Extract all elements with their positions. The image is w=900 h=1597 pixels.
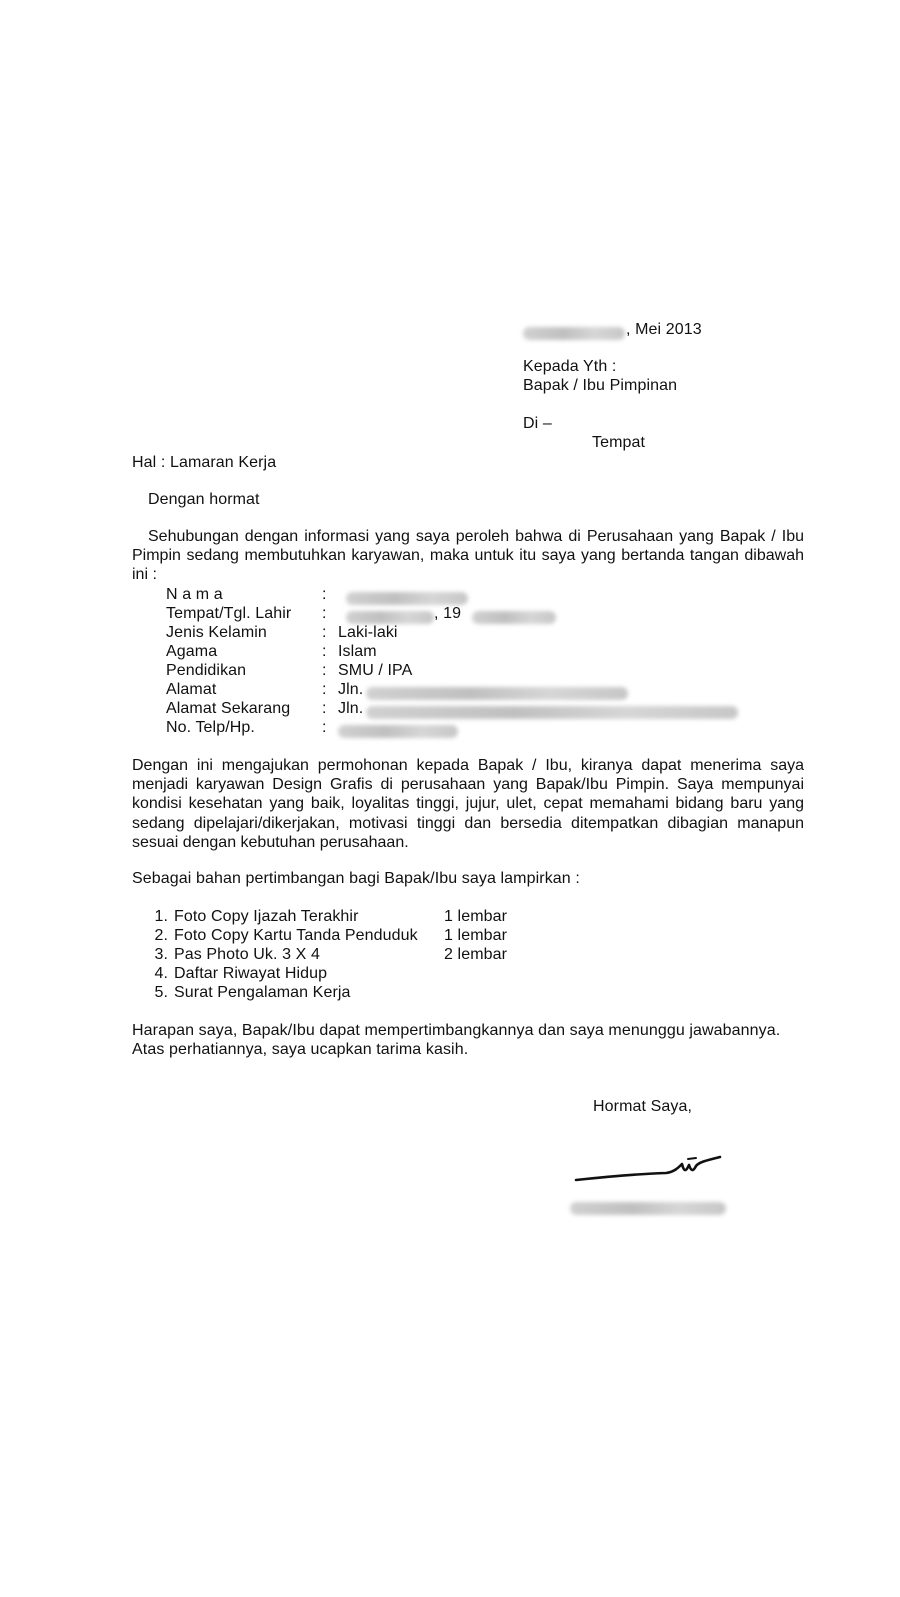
- attachment-item: Pas Photo Uk. 3 X 4: [174, 946, 320, 963]
- identity-colon: :: [322, 605, 327, 622]
- identity-label-education: Pendidikan: [166, 662, 247, 679]
- closing-line-2: Atas perhatiannya, saya ucapkan tarima kasih.: [132, 1041, 469, 1058]
- identity-label-religion: Agama: [166, 643, 218, 660]
- attachment-number: 3.: [154, 946, 168, 963]
- intro-paragraph: Sehubungan dengan informasi yang saya peroleh bahwa di Perusahaan yang Bapak / Ibu Pimpin sedang membutuhkan karyawan, maka untuk itu saya yang bertanda tangan dibawah ini :: [132, 528, 804, 584]
- attachment-number: 1.: [154, 908, 168, 925]
- identity-label-phone: No. Telp/Hp.: [166, 719, 255, 736]
- letter-greeting: Dengan hormat: [148, 491, 260, 508]
- attachment-item: Foto Copy Kartu Tanda Penduduk: [174, 927, 418, 944]
- attachment-qty: 1 lembar: [444, 908, 508, 925]
- attachment-item: Foto Copy Ijazah Terakhir: [174, 908, 359, 925]
- attachments-intro: Sebagai bahan pertimbangan bagi Bapak/Ibu saya lampirkan :: [132, 870, 580, 887]
- recipient-line-2: Bapak / Ibu Pimpinan: [523, 377, 678, 394]
- body-paragraph: Dengan ini mengajukan permohonan kepada Bapak / Ibu, kiranya dapat menerima saya menjadi karyawan Design Grafis di perusahaan yang Bapak/Ibu Pimpin. Saya mempunyai kondisi kesehatan yang baik, loyalitas tinggi, jujur, ulet, cepat memahami bidang baru yang sedang dipelajari/dikerjakan, motivasi tinggi dan bersedia ditempatkan dibagian manapun sesuai dengan kebutuhan perusahaan.: [132, 757, 804, 851]
- identity-colon: :: [322, 643, 327, 660]
- letter-subject: Hal : Lamaran Kerja: [132, 454, 277, 471]
- identity-colon: :: [322, 662, 327, 679]
- closing-line-1: Harapan saya, Bapak/Ibu dapat mempertimbangkannya dan saya menunggu jawabannya.: [132, 1022, 781, 1039]
- attachment-qty: 2 lembar: [444, 946, 508, 963]
- redacted-address: [366, 687, 628, 700]
- attachment-number: 2.: [154, 927, 168, 944]
- attachment-item: Daftar Riwayat Hidup: [174, 965, 328, 982]
- identity-label-address: Alamat: [166, 681, 217, 698]
- attachment-number: 4.: [154, 965, 168, 982]
- identity-value-education: SMU / IPA: [338, 662, 413, 679]
- identity-label-current-address: Alamat Sekarang: [166, 700, 291, 717]
- regards: Hormat Saya,: [593, 1098, 693, 1115]
- signature-icon: [574, 1150, 724, 1190]
- redacted-birthdate: [472, 611, 556, 624]
- recipient-tempat: Tempat: [592, 434, 646, 451]
- redacted-current-address: [366, 706, 738, 719]
- identity-colon: :: [322, 681, 327, 698]
- identity-value-address: Jln.: [338, 681, 364, 698]
- attachment-item: Surat Pengalaman Kerja: [174, 984, 351, 1001]
- identity-colon: :: [322, 719, 327, 736]
- redacted-place: [523, 327, 625, 340]
- identity-value-gender: Laki-laki: [338, 624, 398, 641]
- redacted-phone: [338, 725, 458, 738]
- identity-colon: :: [322, 700, 327, 717]
- letter-date: , Mei 2013: [626, 321, 702, 338]
- identity-label-nama: N a m a: [166, 586, 223, 603]
- identity-colon: :: [322, 624, 327, 641]
- redacted-signer-name: [570, 1202, 726, 1215]
- recipient-di: Di –: [523, 415, 552, 432]
- identity-label-ttl: Tempat/Tgl. Lahir: [166, 605, 292, 622]
- identity-value-ttl: , 19: [434, 605, 462, 622]
- identity-colon: :: [322, 586, 327, 603]
- recipient-line-1: Kepada Yth :: [523, 358, 617, 375]
- identity-value-current-address: Jln.: [338, 700, 364, 717]
- attachment-number: 5.: [154, 984, 168, 1001]
- identity-label-gender: Jenis Kelamin: [166, 624, 267, 641]
- identity-value-religion: Islam: [338, 643, 377, 660]
- attachment-qty: 1 lembar: [444, 927, 508, 944]
